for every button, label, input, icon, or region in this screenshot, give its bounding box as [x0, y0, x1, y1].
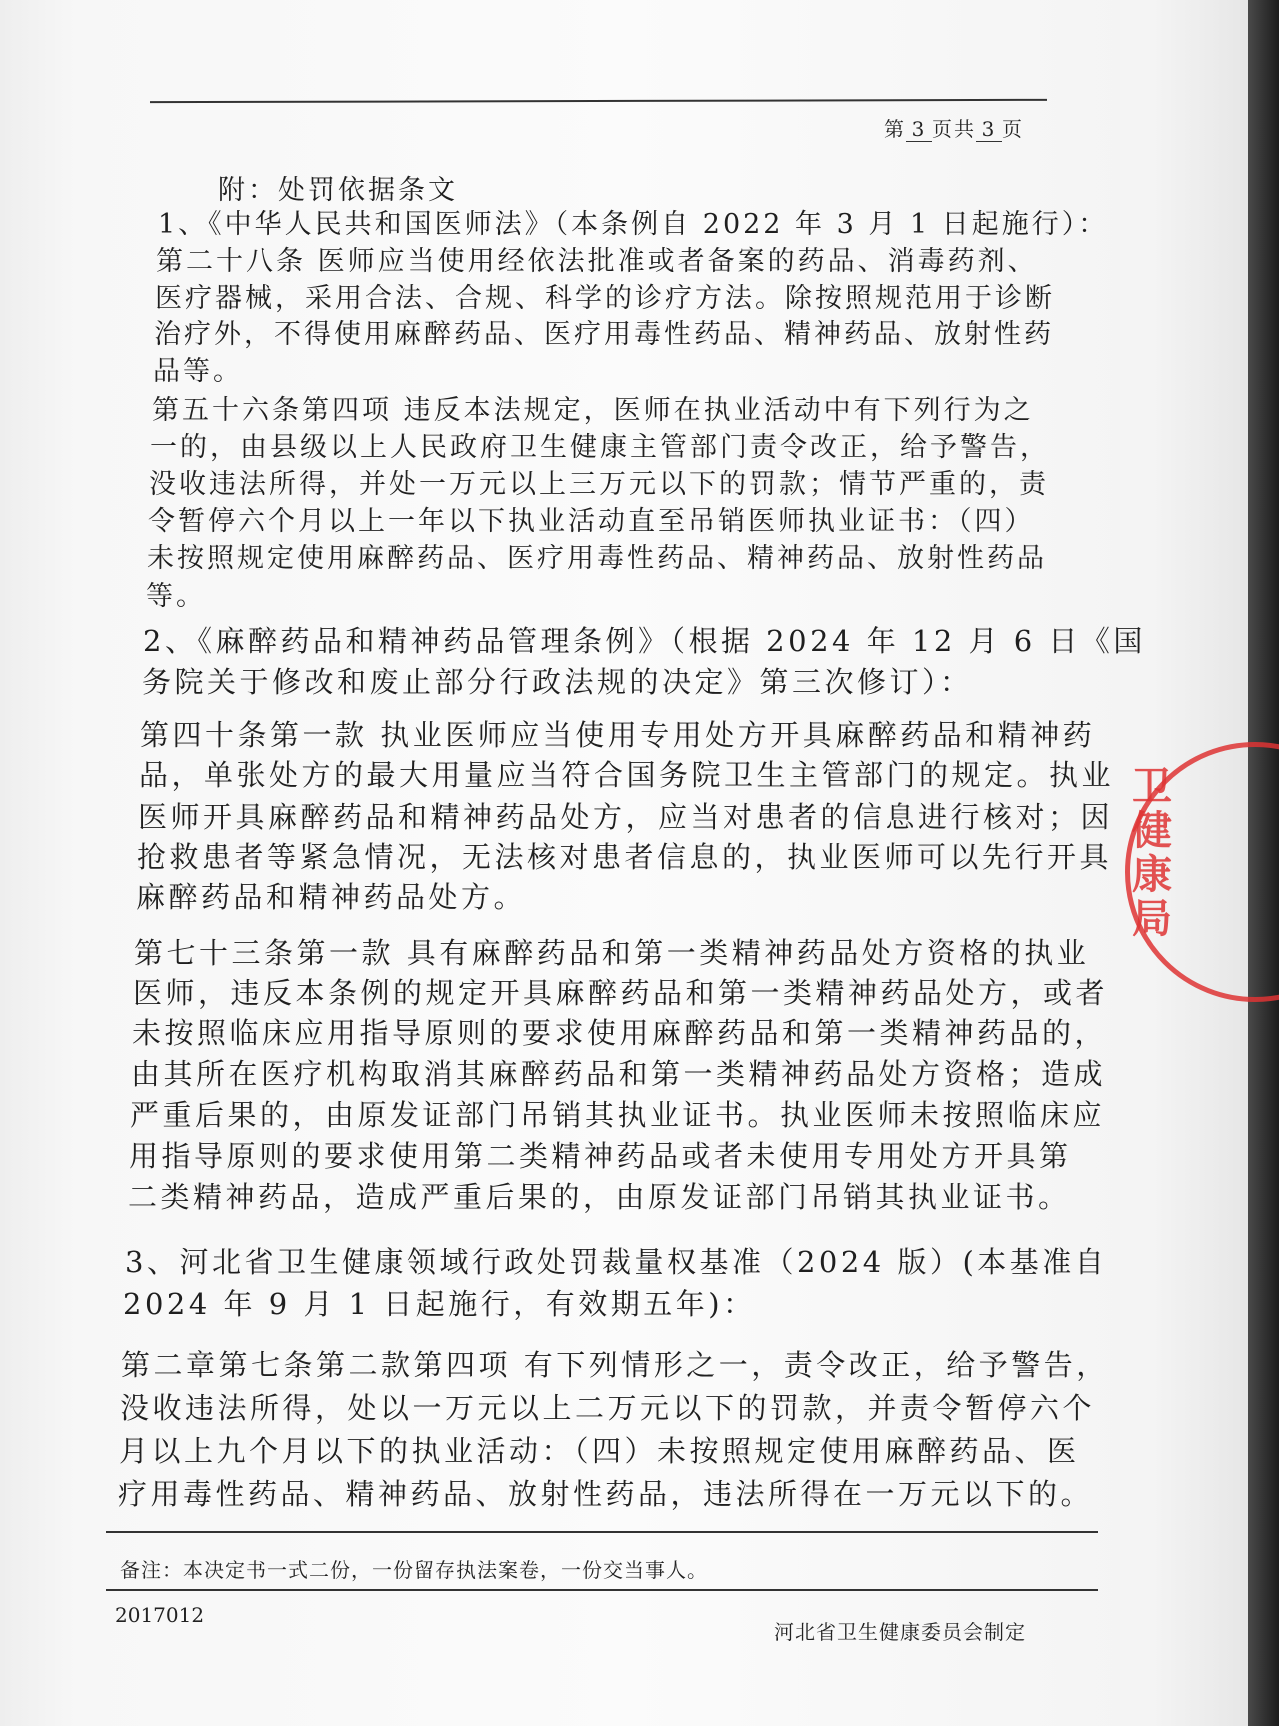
text-line: 品，单张处方的最大用量应当符合国务院卫生主管部门的规定。执业 — [139, 758, 1115, 792]
text-line: 第四十条第一款 执业医师应当使用专用处方开具麻醉药品和精神药 — [140, 718, 1096, 752]
text-line: 令暂停六个月以上一年以下执业活动直至吊销医师执业证书：（四） — [148, 506, 1035, 537]
page-number-prefix: 第 — [884, 117, 906, 141]
text-line: 第七十三条第一款 具有麻醉药品和第一类精神药品处方资格的执业 — [134, 936, 1090, 970]
text-line: 严重后果的，由原发证部门吊销其执业证书。执业医师未按照临床应 — [130, 1098, 1106, 1132]
law-1-heading: 1、《中华人民共和国医师法》（本条例自 2022 年 3 月 1 日起施行）： — [158, 209, 1109, 240]
text-line: 未按照规定使用麻醉药品、医疗用毒性药品、精神药品、放射性药品 — [147, 543, 1047, 574]
text-line: 用指导原则的要求使用第二类精神药品或者未使用专用处方开具第 — [129, 1139, 1072, 1173]
footer-rule-bottom — [106, 1589, 1098, 1591]
text-line: 月以上九个月以下的执业活动：（四）未按照规定使用麻醉药品、医 — [119, 1434, 1080, 1468]
footer-note: 备注：本决定书一式二份，一份留存执法案卷，一份交当事人。 — [120, 1558, 708, 1582]
text-line: 务院关于修改和废止部分行政法规的决定》第三次修订）： — [142, 665, 973, 699]
text-line: 由其所在医疗机构取消其麻醉药品和第一类精神药品处方资格；造成 — [131, 1057, 1107, 1091]
page-number-middle: 页共 — [932, 117, 976, 141]
text-line: 没收违法所得，并处一万元以上三万元以下的罚款；情节严重的，责 — [149, 469, 1049, 500]
text-line: 疗用毒性药品、精神药品、放射性药品，违法所得在一万元以下的。 — [118, 1477, 1094, 1511]
text-line: 第二章第七条第二款第四项 有下列情形之一，责令改正，给予警告， — [121, 1348, 1109, 1382]
text-line: 医师开具麻醉药品和精神药品处方，应当对患者的信息进行核对；因 — [138, 800, 1114, 834]
text-line: 2024 年 9 月 1 日起施行，有效期五年)： — [123, 1287, 756, 1321]
text-line: 抢救患者等紧急情况，无法核对患者信息的，执业医师可以先行开具 — [137, 840, 1113, 874]
form-issuer: 河北省卫生健康委员会制定 — [774, 1620, 1026, 1644]
law-2-heading: 2、《麻醉药品和精神药品管理条例》（根据 2024 年 12 月 6 日《国 — [143, 624, 1146, 658]
text-line: 麻醉药品和精神药品处方。 — [136, 880, 527, 914]
text-line: 治疗外，不得使用麻醉药品、医疗用毒性药品、精神药品、放射性药 — [154, 319, 1054, 350]
text-line: 品等。 — [153, 356, 243, 387]
page-number-suffix: 页 — [1002, 117, 1024, 141]
text-line: 一的，由县级以上人民政府卫生健康主管部门责令改正，给予警告， — [150, 432, 1050, 463]
text-line: 第二十八条 医师应当使用经依法批准或者备案的药品、消毒药剂、 — [156, 246, 1038, 277]
attachment-title: 附：处罚依据条文 — [218, 175, 458, 206]
text-line: 没收违法所得，处以一万元以上二万元以下的罚款，并责令暂停六个 — [120, 1391, 1096, 1425]
page-number-current: 3 — [906, 117, 932, 142]
text-line: 等。 — [146, 581, 206, 612]
text-line: 未按照临床应用指导原则的要求使用麻醉药品和第一类精神药品的， — [132, 1016, 1108, 1050]
page-number-total: 3 — [976, 117, 1002, 142]
text-line: 医疗器械，采用合法、合规、科学的诊疗方法。除按照规范用于诊断 — [155, 283, 1055, 314]
form-code: 2017012 — [115, 1603, 205, 1627]
law-3-heading: 3、河北省卫生健康领域行政处罚裁量权基准（2024 版）(本基准自 — [125, 1245, 1108, 1279]
page-number — [884, 113, 1024, 142]
seal-text: 卫健康局 — [1132, 764, 1172, 942]
footer-rule-top — [106, 1531, 1098, 1533]
text-line: 医师，违反本条例的规定开具麻醉药品和第一类精神药品处方，或者 — [133, 976, 1109, 1010]
text-line: 第五十六条第四项 违反本法规定，医师在执业活动中有下列行为之 — [152, 395, 1034, 426]
text-line: 二类精神药品，造成严重后果的，由原发证部门吊销其执业证书。 — [128, 1180, 1071, 1214]
